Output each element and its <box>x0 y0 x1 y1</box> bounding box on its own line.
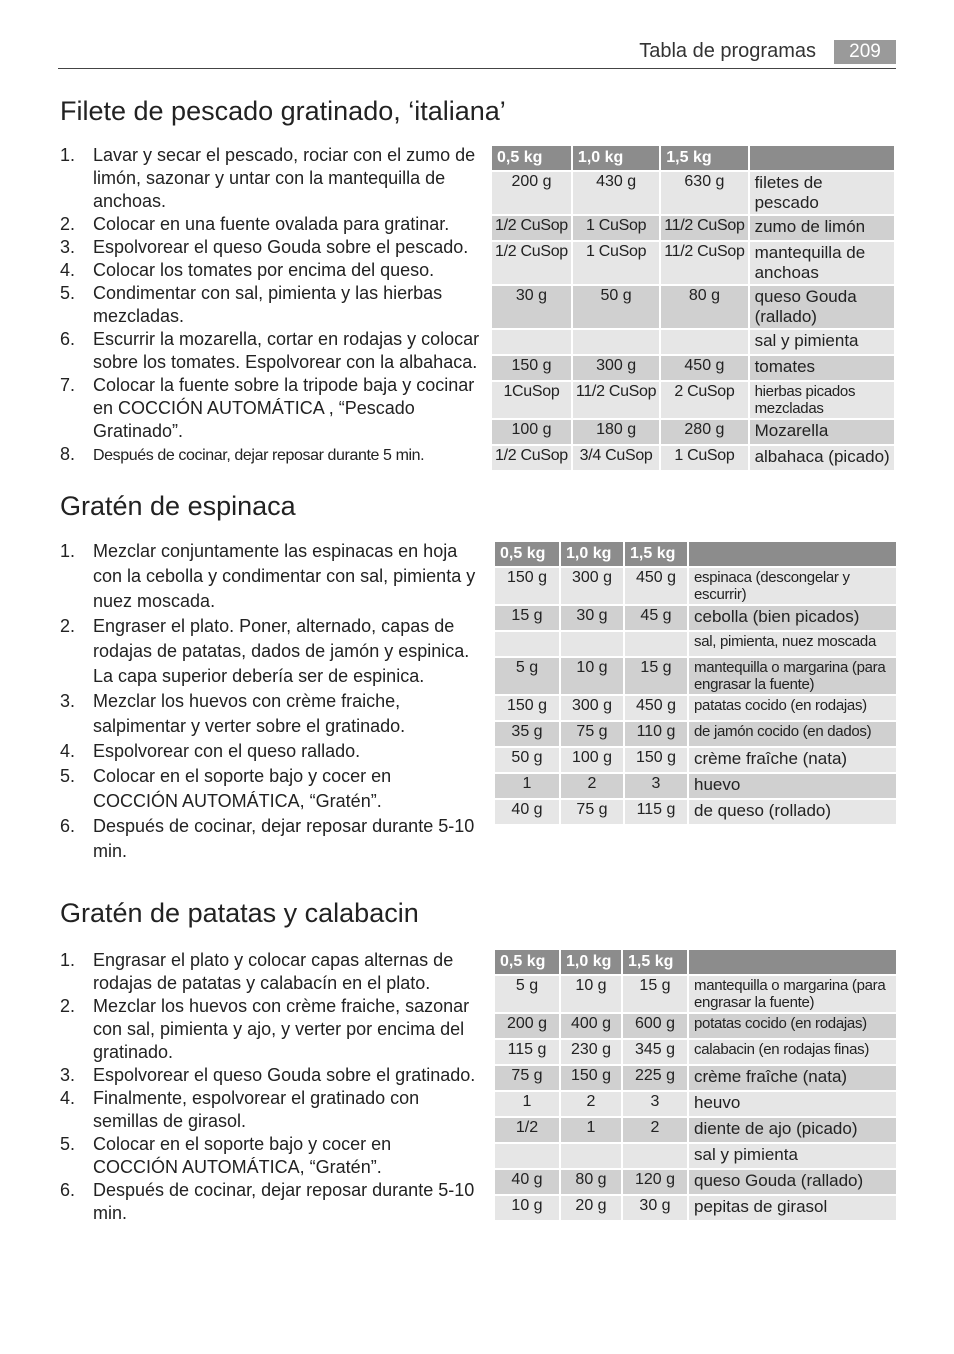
table-header-row <box>495 542 896 566</box>
quantity-cell <box>561 1144 621 1168</box>
ingredient-cell: crème fraîche (nata) <box>689 1066 896 1090</box>
ingredient-cell: mantequilla de anchoas <box>750 242 894 284</box>
table-row <box>495 774 896 798</box>
table-row <box>495 1092 896 1116</box>
step-item <box>60 144 480 213</box>
table-row <box>492 286 894 328</box>
step-text: Mezclar los huevos con crème fraiche, salpimentar y verter sobre el gratinado. <box>93 691 406 736</box>
step-text: Colocar en el soporte bajo y cocer en COCCIÓN AUTOMÁTICA, “Gratén”. <box>93 1134 392 1177</box>
quantity-cell: 2 CuSop <box>661 382 747 418</box>
quantity-cell: 2 <box>561 774 623 798</box>
step-number: 2. <box>60 214 76 234</box>
section-title: Gratén de espinaca <box>60 491 296 521</box>
step-text: Colocar en una fuente ovalada para gratinar. <box>93 214 450 234</box>
step-item <box>60 1087 480 1133</box>
quantity-cell: 1 <box>495 1092 559 1116</box>
quantity-cell: 1 CuSop <box>573 216 659 240</box>
quantity-cell: 300 g <box>561 696 623 720</box>
table-row <box>495 606 896 630</box>
column-header <box>750 146 894 170</box>
step-text: Espolvorear con el queso rallado. <box>93 741 361 761</box>
quantity-cell: 30 g <box>492 286 571 328</box>
ingredient-cell: mantequilla o margarina (para engrasar la fuente) <box>689 658 896 694</box>
ingredient-cell: huevo <box>689 774 896 798</box>
step-text: Mezclar los huevos con crème fraiche, sazonar con sal, pimienta y ajo, y verter por encima del gratinado. <box>93 996 470 1062</box>
quantity-cell: 40 g <box>495 800 559 824</box>
quantity-cell: 40 g <box>495 1170 559 1194</box>
table-row <box>492 330 894 354</box>
step-item <box>60 614 480 689</box>
quantity-cell <box>623 1144 687 1168</box>
ingredient-cell: hierbas picados mezcladas <box>750 382 894 418</box>
ingredient-cell: zumo de limón <box>750 216 894 240</box>
quantity-cell: 300 g <box>561 568 623 604</box>
step-number: 5. <box>60 1134 76 1154</box>
step-number: 2. <box>60 996 76 1016</box>
step-number: 3. <box>60 237 76 257</box>
quantity-cell: 630 g <box>661 172 747 214</box>
quantity-cell: 225 g <box>623 1066 687 1090</box>
ingredient-cell: tomates <box>750 356 894 380</box>
ingredient-cell: calabacin (en rodajas finas) <box>689 1040 896 1064</box>
table-row <box>495 976 896 1012</box>
step-item <box>60 374 480 443</box>
quantity-cell: 300 g <box>573 356 659 380</box>
table-row <box>495 748 896 772</box>
table-row <box>495 1118 896 1142</box>
quantity-cell: 75 g <box>495 1066 559 1090</box>
quantity-cell: 2 <box>623 1118 687 1142</box>
quantity-cell: 2 <box>561 1092 621 1116</box>
header-title: Tabla de programas <box>639 40 816 62</box>
column-header: 0,5 kg <box>495 542 559 566</box>
quantity-cell: 200 g <box>492 172 571 214</box>
ingredient-cell: cebolla (bien picados) <box>689 606 896 630</box>
quantity-cell: 1 <box>561 1118 621 1142</box>
step-text: Condimentar con sal, pimienta y las hierbas mezcladas. <box>93 283 443 326</box>
quantity-cell: 450 g <box>625 568 687 604</box>
quantity-cell <box>492 330 571 354</box>
table-row <box>492 382 894 418</box>
quantity-cell <box>495 1144 559 1168</box>
table-row <box>492 446 894 470</box>
step-item <box>60 1133 480 1179</box>
steps-list <box>60 539 480 864</box>
quantity-cell: 10 g <box>561 658 623 694</box>
quantity-cell: 50 g <box>495 748 559 772</box>
ingredient-cell: de queso (rollado) <box>689 800 896 824</box>
quantity-cell: 345 g <box>623 1040 687 1064</box>
ingredient-cell: crème fraîche (nata) <box>689 748 896 772</box>
quantity-cell: 1/2 CuSop <box>492 216 571 240</box>
table-row <box>492 420 894 444</box>
quantity-cell: 1/2 CuSop <box>492 242 571 284</box>
section-title: Gratén de patatas y calabacin <box>60 898 419 928</box>
step-item <box>60 259 480 282</box>
column-header: 1,5 kg <box>625 542 687 566</box>
step-text: Engrasar el plato y colocar capas alternas de rodajas de patatas y calabacín en el plato. <box>93 950 454 993</box>
quantity-cell <box>561 632 623 656</box>
quantity-cell: 180 g <box>573 420 659 444</box>
column-header: 1,0 kg <box>573 146 659 170</box>
step-number: 1. <box>60 950 76 970</box>
table-row <box>492 356 894 380</box>
quantity-cell: 10 g <box>495 1196 559 1220</box>
ingredients-table <box>493 948 898 1222</box>
column-header: 1,0 kg <box>561 950 621 974</box>
quantity-cell: 600 g <box>623 1014 687 1038</box>
quantity-cell: 150 g <box>495 696 559 720</box>
table-row <box>492 216 894 240</box>
table-header-row <box>492 146 894 170</box>
step-text: Colocar la fuente sobre la tripode baja y cocinar en COCCIÓN AUTOMÁTICA , “Pescado Gratinado”. <box>93 375 475 441</box>
step-number: 4. <box>60 260 76 280</box>
ingredients-table <box>493 540 898 826</box>
step-item <box>60 995 480 1064</box>
table-row <box>495 1170 896 1194</box>
quantity-cell: 50 g <box>573 286 659 328</box>
column-header: 1,5 kg <box>661 146 747 170</box>
step-text: Engraser el plato. Poner, alternado, capas de rodajas de patatas, dados de jamón y espinica. La capa superior debería ser de espinica. <box>93 616 470 686</box>
step-number: 5. <box>60 283 76 303</box>
quantity-cell: 10 g <box>561 976 621 1012</box>
quantity-cell: 3 <box>625 774 687 798</box>
quantity-cell: 30 g <box>623 1196 687 1220</box>
step-item <box>60 282 480 328</box>
quantity-cell <box>495 632 559 656</box>
column-header <box>689 950 896 974</box>
quantity-cell <box>625 632 687 656</box>
quantity-cell: 11/2 CuSop <box>573 382 659 418</box>
quantity-cell: 15 g <box>623 976 687 1012</box>
quantity-cell: 200 g <box>495 1014 559 1038</box>
column-header: 1,0 kg <box>561 542 623 566</box>
step-item <box>60 949 480 995</box>
quantity-cell: 20 g <box>561 1196 621 1220</box>
steps-list <box>60 949 480 1225</box>
quantity-cell: 11/2 CuSop <box>661 216 747 240</box>
quantity-cell: 1 <box>495 774 559 798</box>
ingredient-cell: queso Gouda (rallado) <box>750 286 894 328</box>
table-row <box>495 1040 896 1064</box>
step-item <box>60 328 480 374</box>
quantity-cell: 1/2 CuSop <box>492 446 571 470</box>
quantity-cell: 45 g <box>625 606 687 630</box>
ingredient-cell: de jamón cocido (en dados) <box>689 722 896 746</box>
step-text: Espolvorear el queso Gouda sobre el pescado. <box>93 237 469 257</box>
page-number: 209 <box>834 40 896 64</box>
table-row <box>495 800 896 824</box>
step-number: 6. <box>60 816 76 836</box>
table-row <box>492 242 894 284</box>
ingredient-cell: diente de ajo (picado) <box>689 1118 896 1142</box>
quantity-cell: 450 g <box>661 356 747 380</box>
quantity-cell: 30 g <box>561 606 623 630</box>
step-item <box>60 213 480 236</box>
quantity-cell: 150 g <box>495 568 559 604</box>
ingredient-cell: sal, pimienta, nuez moscada <box>689 632 896 656</box>
ingredient-cell: sal y pimienta <box>689 1144 896 1168</box>
step-text: Lavar y secar el pescado, rociar con el zumo de limón, sazonar y untar con la mantequilla de anchoas. <box>93 145 476 211</box>
step-item <box>60 1064 480 1087</box>
section-title: Filete de pescado gratinado, ‘italiana’ <box>60 96 506 126</box>
quantity-cell: 5 g <box>495 658 559 694</box>
quantity-cell: 1 CuSop <box>573 242 659 284</box>
step-number: 5. <box>60 766 76 786</box>
step-item <box>60 814 480 864</box>
quantity-cell: 115 g <box>495 1040 559 1064</box>
step-item <box>60 689 480 739</box>
table-header-row <box>495 950 896 974</box>
quantity-cell <box>661 330 747 354</box>
page-header <box>58 38 896 69</box>
step-item <box>60 739 480 764</box>
step-item <box>60 764 480 814</box>
quantity-cell: 3 <box>623 1092 687 1116</box>
quantity-cell: 75 g <box>561 722 623 746</box>
column-header: 0,5 kg <box>492 146 571 170</box>
step-number: 6. <box>60 329 76 349</box>
step-text: Finalmente, espolvorear el gratinado con semillas de girasol. <box>93 1088 420 1131</box>
ingredient-cell: espinaca (descongelar y escurrir) <box>689 568 896 604</box>
quantity-cell: 150 g <box>492 356 571 380</box>
ingredient-cell: sal y pimienta <box>750 330 894 354</box>
step-number: 3. <box>60 1065 76 1085</box>
step-text: Espolvorear el queso Gouda sobre el gratinado. <box>93 1065 476 1085</box>
table-row <box>495 632 896 656</box>
quantity-cell: 110 g <box>625 722 687 746</box>
ingredient-cell: filetes de pescado <box>750 172 894 214</box>
step-number: 2. <box>60 616 76 636</box>
quantity-cell: 1/2 <box>495 1118 559 1142</box>
quantity-cell: 400 g <box>561 1014 621 1038</box>
table-row <box>495 1066 896 1090</box>
step-item <box>60 1179 480 1225</box>
quantity-cell: 120 g <box>623 1170 687 1194</box>
quantity-cell: 150 g <box>625 748 687 772</box>
quantity-cell: 450 g <box>625 696 687 720</box>
step-text: Colocar los tomates por encima del queso. <box>93 260 435 280</box>
step-number: 6. <box>60 1180 76 1200</box>
steps-list <box>60 144 480 467</box>
table-row <box>495 658 896 694</box>
step-text: Escurrir la mozarella, cortar en rodajas y colocar sobre los tomates. Espolvorear con la albahaca. <box>93 329 480 372</box>
ingredients-table <box>490 144 896 472</box>
quantity-cell: 280 g <box>661 420 747 444</box>
column-header: 1,5 kg <box>623 950 687 974</box>
step-text: Después de cocinar, dejar reposar durante 5-10 min. <box>93 816 475 861</box>
quantity-cell <box>573 330 659 354</box>
table-row <box>495 1196 896 1220</box>
step-number: 4. <box>60 1088 76 1108</box>
quantity-cell: 75 g <box>561 800 623 824</box>
quantity-cell: 100 g <box>492 420 571 444</box>
step-text: Después de cocinar, dejar reposar durante 5-10 min. <box>93 1180 475 1223</box>
ingredient-cell: pepitas de girasol <box>689 1196 896 1220</box>
step-number: 7. <box>60 375 76 395</box>
column-header <box>689 542 896 566</box>
quantity-cell: 35 g <box>495 722 559 746</box>
ingredient-cell: patatas cocido (en rodajas) <box>689 696 896 720</box>
step-text: Mezclar conjuntamente las espinacas en hoja con la cebolla y condimentar con sal, pimienta y nuez moscada. <box>93 541 476 611</box>
quantity-cell: 430 g <box>573 172 659 214</box>
quantity-cell: 1 CuSop <box>661 446 747 470</box>
step-item <box>60 539 480 614</box>
table-row <box>495 696 896 720</box>
table-row <box>495 568 896 604</box>
step-item <box>60 443 480 467</box>
ingredient-cell: heuvo <box>689 1092 896 1116</box>
ingredient-cell: queso Gouda (rallado) <box>689 1170 896 1194</box>
table-row <box>492 172 894 214</box>
quantity-cell: 5 g <box>495 976 559 1012</box>
ingredient-cell: mantequilla o margarina (para engrasar la fuente) <box>689 976 896 1012</box>
table-row <box>495 722 896 746</box>
quantity-cell: 150 g <box>561 1066 621 1090</box>
table-row <box>495 1144 896 1168</box>
ingredient-cell: potatas cocido (en rodajas) <box>689 1014 896 1038</box>
step-number: 4. <box>60 741 76 761</box>
ingredient-cell: albahaca (picado) <box>750 446 894 470</box>
column-header: 0,5 kg <box>495 950 559 974</box>
ingredient-cell: Mozarella <box>750 420 894 444</box>
step-number: 1. <box>60 145 76 165</box>
quantity-cell: 15 g <box>495 606 559 630</box>
quantity-cell: 11/2 CuSop <box>661 242 747 284</box>
quantity-cell: 3/4 CuSop <box>573 446 659 470</box>
step-item <box>60 236 480 259</box>
step-text: Colocar en el soporte bajo y cocer en COCCIÓN AUTOMÁTICA, “Gratén”. <box>93 766 392 811</box>
quantity-cell: 80 g <box>661 286 747 328</box>
quantity-cell: 230 g <box>561 1040 621 1064</box>
step-number: 3. <box>60 691 76 711</box>
quantity-cell: 1CuSop <box>492 382 571 418</box>
quantity-cell: 115 g <box>625 800 687 824</box>
quantity-cell: 15 g <box>625 658 687 694</box>
quantity-cell: 80 g <box>561 1170 621 1194</box>
table-row <box>495 1014 896 1038</box>
step-text: Después de cocinar, dejar reposar durante 5 min. <box>93 447 425 464</box>
quantity-cell: 100 g <box>561 748 623 772</box>
step-number: 8. <box>60 444 76 464</box>
step-number: 1. <box>60 541 76 561</box>
